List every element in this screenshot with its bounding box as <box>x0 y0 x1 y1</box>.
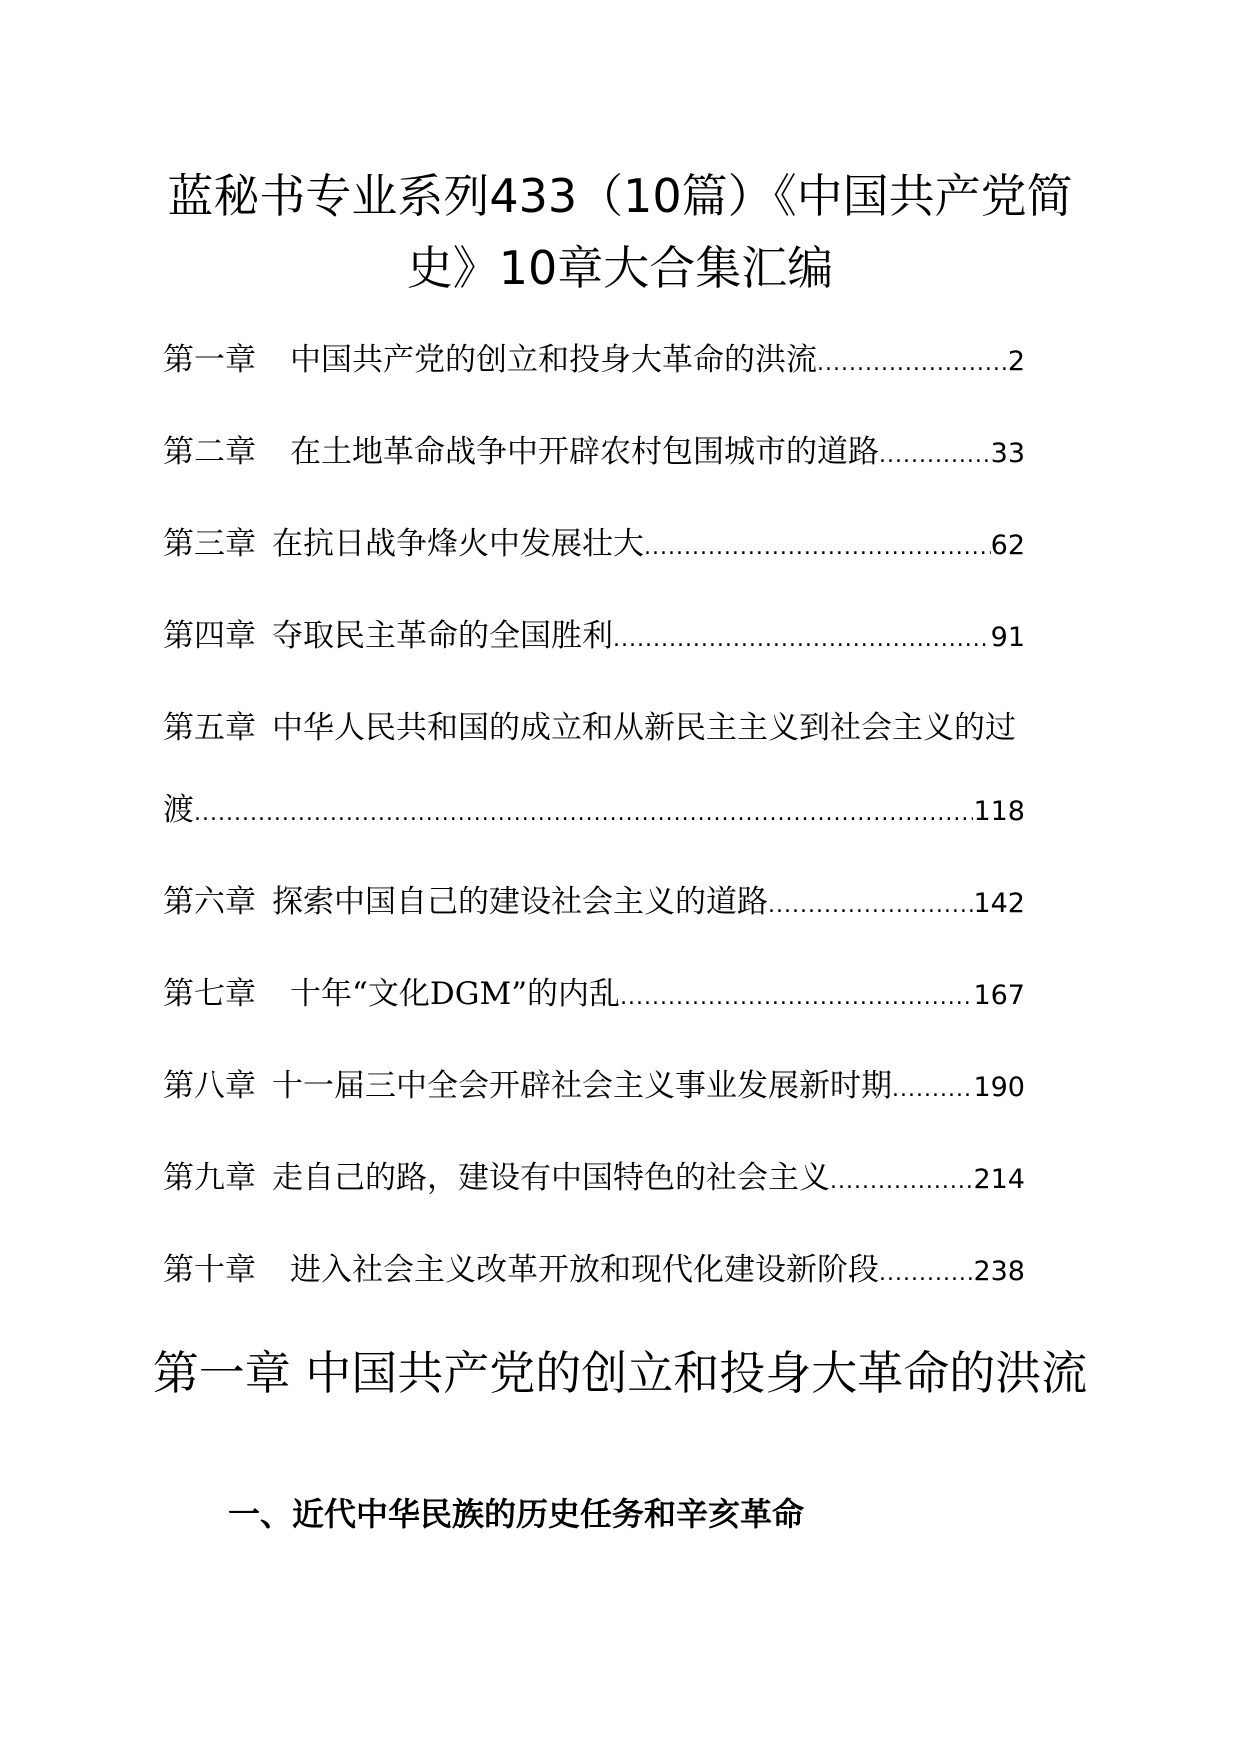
toc-chapter-title-cont: 渡 <box>163 792 194 828</box>
toc-entry[interactable] <box>163 1158 1025 1198</box>
toc-chapter-title: 进入社会主义改革开放和现代化建设新阶段 <box>290 1252 879 1288</box>
toc-leader-dots <box>768 886 973 926</box>
toc-chapter-number: 第三章 <box>163 526 256 562</box>
section-heading: 一、近代中华民族的历史任务和辛亥革命 <box>228 1495 805 1533</box>
toc-chapter-number: 第八章 <box>163 1068 256 1104</box>
toc-chapter-number: 第十章 <box>163 1252 256 1288</box>
toc-entry[interactable] <box>163 524 1025 564</box>
toc-chapter-title: 在抗日战争烽火中发展壮大 <box>272 526 644 562</box>
toc-page-number: 167 <box>973 980 1025 1011</box>
toc-chapter-title: 中国共产党的创立和投身大革命的洪流 <box>290 342 817 378</box>
toc-entry[interactable] <box>163 432 1025 472</box>
toc-chapter-title: 夺取民主革命的全国胜利 <box>272 618 613 654</box>
toc-chapter-title: 在土地革命战争中开辟农村包围城市的道路 <box>290 434 879 470</box>
toc-page-number: 238 <box>973 1256 1025 1287</box>
toc-chapter-number: 第四章 <box>163 618 256 654</box>
toc-leader-dots <box>644 528 991 568</box>
toc-entry[interactable] <box>163 340 1025 380</box>
toc-page-number: 91 <box>990 622 1025 653</box>
chapter-heading: 第一章 中国共产党的创立和投身大革命的洪流 <box>152 1346 1088 1400</box>
toc-page-number: 62 <box>990 530 1025 561</box>
toc-leader-dots <box>194 794 973 834</box>
toc-leader-dots <box>892 1070 973 1110</box>
document-title: 蓝秘书专业系列433（10篇）《中国共产党简史》10章大合集汇编 <box>167 169 1073 295</box>
toc-page-number: 142 <box>973 888 1025 919</box>
toc-leader-dots <box>817 344 1008 384</box>
toc-chapter-number: 第七章 <box>163 976 256 1012</box>
toc-leader-dots <box>613 620 991 660</box>
toc-page-number: 214 <box>973 1164 1025 1195</box>
toc-chapter-number: 第五章 <box>163 710 256 746</box>
toc-entry[interactable] <box>163 708 1016 748</box>
toc-entry[interactable] <box>163 616 1025 656</box>
toc-chapter-number: 第九章 <box>163 1160 256 1196</box>
toc-page-number: 190 <box>973 1072 1025 1103</box>
toc-chapter-number: 第六章 <box>163 884 256 920</box>
toc-page-number: 33 <box>990 438 1025 469</box>
toc-leader-dots <box>620 978 973 1018</box>
toc-chapter-title: 走自己的路，建设有中国特色的社会主义 <box>272 1160 830 1196</box>
toc-page-number: 118 <box>973 796 1025 827</box>
toc-entry[interactable] <box>163 974 1025 1014</box>
toc-chapter-title: 中华人民共和国的成立和从新民主主义到社会主义的过 <box>272 710 1016 746</box>
toc-chapter-title: 十年“文化DGM”的内乱 <box>290 976 621 1012</box>
toc-leader-dots <box>879 436 991 476</box>
toc-entry-continuation[interactable] <box>163 790 1025 830</box>
toc-leader-dots <box>830 1162 973 1202</box>
toc-page-number: 2 <box>1007 346 1025 377</box>
toc-chapter-title: 探索中国自己的建设社会主义的道路 <box>272 884 768 920</box>
toc-entry[interactable] <box>163 882 1025 922</box>
toc-entry[interactable] <box>163 1066 1025 1106</box>
toc-chapter-number: 第二章 <box>163 434 256 470</box>
toc-chapter-number: 第一章 <box>163 342 256 378</box>
toc-leader-dots <box>879 1254 973 1294</box>
toc-entry[interactable] <box>163 1250 1025 1290</box>
toc-chapter-title: 十一届三中全会开辟社会主义事业发展新时期 <box>272 1068 892 1104</box>
